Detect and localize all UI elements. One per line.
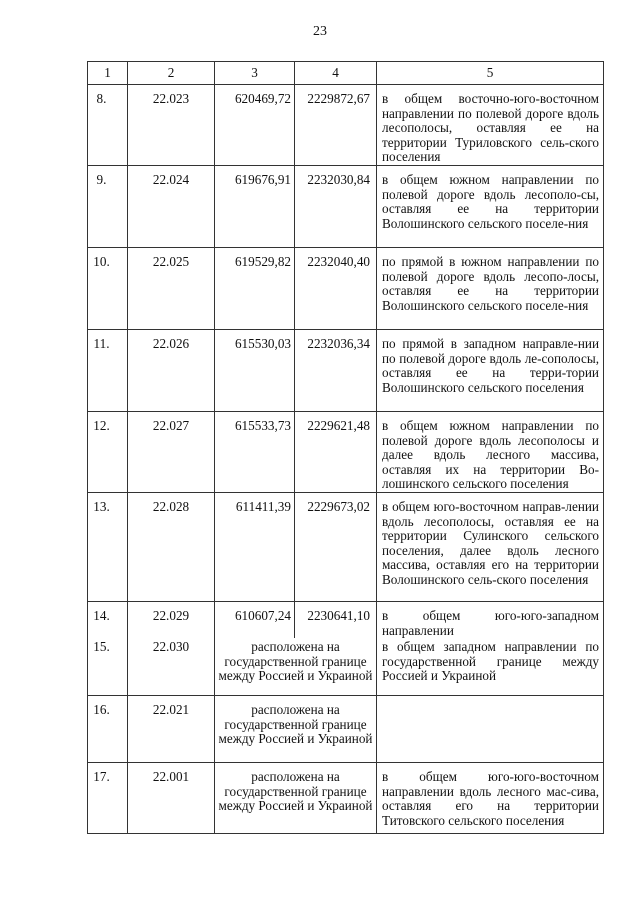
point-code: 22.030: [128, 638, 215, 696]
boundary-description: по прямой в западном направле-нии по полевой дороге вдоль ле-сополосы, оставляя ее на терри-тории Волошинского сельского поселения: [377, 330, 604, 412]
boundary-description: в общем южном направлении по полевой дороге вдоль лесополосы и далее вдоль лесного массива, оставляя их на территории Во-лошинского сельского поселения: [377, 412, 604, 493]
row-number: 13.: [88, 493, 128, 602]
table-row: [88, 248, 604, 330]
table-row: [88, 602, 604, 639]
table-row: [88, 696, 604, 763]
header-col-4: 4: [295, 62, 377, 85]
row-number: 16.: [88, 696, 128, 763]
coordinate-x: 610607,24: [215, 602, 295, 639]
point-code: 22.021: [128, 696, 215, 763]
boundary-description: в общем юго-юго-западном направлении: [377, 602, 604, 639]
row-number: 10.: [88, 248, 128, 330]
row-number: 11.: [88, 330, 128, 412]
point-code: 22.029: [128, 602, 215, 639]
table-row: [88, 763, 604, 834]
boundary-description: в общем юго-юго-восточном направлении вдоль лесного мас-сива, оставляя его на территории Титовского сельского поселения: [377, 763, 604, 834]
coordinate-y: 2229673,02: [295, 493, 377, 602]
boundary-description: в общем юго-восточном направ-лении вдоль лесополосы, оставляя ее на территории Сулинского сельского поселения, далее вдоль лесного массива, оставляя его на территории Волошинского сель-ского поселения: [377, 493, 604, 602]
boundary-description: в общем южном направлении по полевой дороге вдоль лесополо-сы, оставляя ее на территории Волошинского сельского поселе-ния: [377, 166, 604, 248]
point-code: 22.026: [128, 330, 215, 412]
coordinate-y: 2232036,34: [295, 330, 377, 412]
point-code: 22.001: [128, 763, 215, 834]
row-number: 9.: [88, 166, 128, 248]
coordinate-y: 2232040,40: [295, 248, 377, 330]
table-row: [88, 85, 604, 166]
row-number: 17.: [88, 763, 128, 834]
boundary-description: по прямой в южном направлении по полевой дороге вдоль лесопо-лосы, оставляя ее на территории Волошинского сельского поселе-ния: [377, 248, 604, 330]
row-number: 8.: [88, 85, 128, 166]
coordinate-y: 2232030,84: [295, 166, 377, 248]
header-col-5: 5: [377, 62, 604, 85]
header-col-1: 1: [88, 62, 128, 85]
coordinate-x: 615530,03: [215, 330, 295, 412]
table-row: [88, 493, 604, 602]
point-code: 22.024: [128, 166, 215, 248]
point-code: 22.025: [128, 248, 215, 330]
coordinate-x: 619529,82: [215, 248, 295, 330]
table-row: [88, 166, 604, 248]
table-row: [88, 638, 604, 696]
boundary-description: [377, 696, 604, 763]
boundary-points-table: [87, 61, 604, 834]
coordinate-y: 2229621,48: [295, 412, 377, 493]
coordinate-x: 611411,39: [215, 493, 295, 602]
table-header-row: [88, 62, 604, 85]
page-number: 23: [313, 24, 327, 39]
coordinates-note: расположена на государственной границе между Россией и Украиной: [215, 696, 377, 763]
row-number: 14.: [88, 602, 128, 639]
header-col-3: 3: [215, 62, 295, 85]
coordinate-x: 615533,73: [215, 412, 295, 493]
boundary-description: в общем западном направлении по государственной границе между Россией и Украиной: [377, 638, 604, 696]
point-code: 22.027: [128, 412, 215, 493]
coordinates-note: расположена на государственной границе между Россией и Украиной: [215, 638, 377, 696]
header-col-2: 2: [128, 62, 215, 85]
coordinate-y: 2229872,67: [295, 85, 377, 166]
coordinate-x: 620469,72: [215, 85, 295, 166]
table-row: [88, 330, 604, 412]
table-row: [88, 412, 604, 493]
row-number: 12.: [88, 412, 128, 493]
point-code: 22.023: [128, 85, 215, 166]
row-number: 15.: [88, 638, 128, 696]
coordinate-y: 2230641,10: [295, 602, 377, 639]
coordinates-note: расположена на государственной границе между Россией и Украиной: [215, 763, 377, 834]
boundary-description: в общем восточно-юго-восточном направлении по полевой дороге вдоль лесополосы, оставляя ее на территории Туриловского сель-ского поселения: [377, 85, 604, 166]
point-code: 22.028: [128, 493, 215, 602]
coordinate-x: 619676,91: [215, 166, 295, 248]
